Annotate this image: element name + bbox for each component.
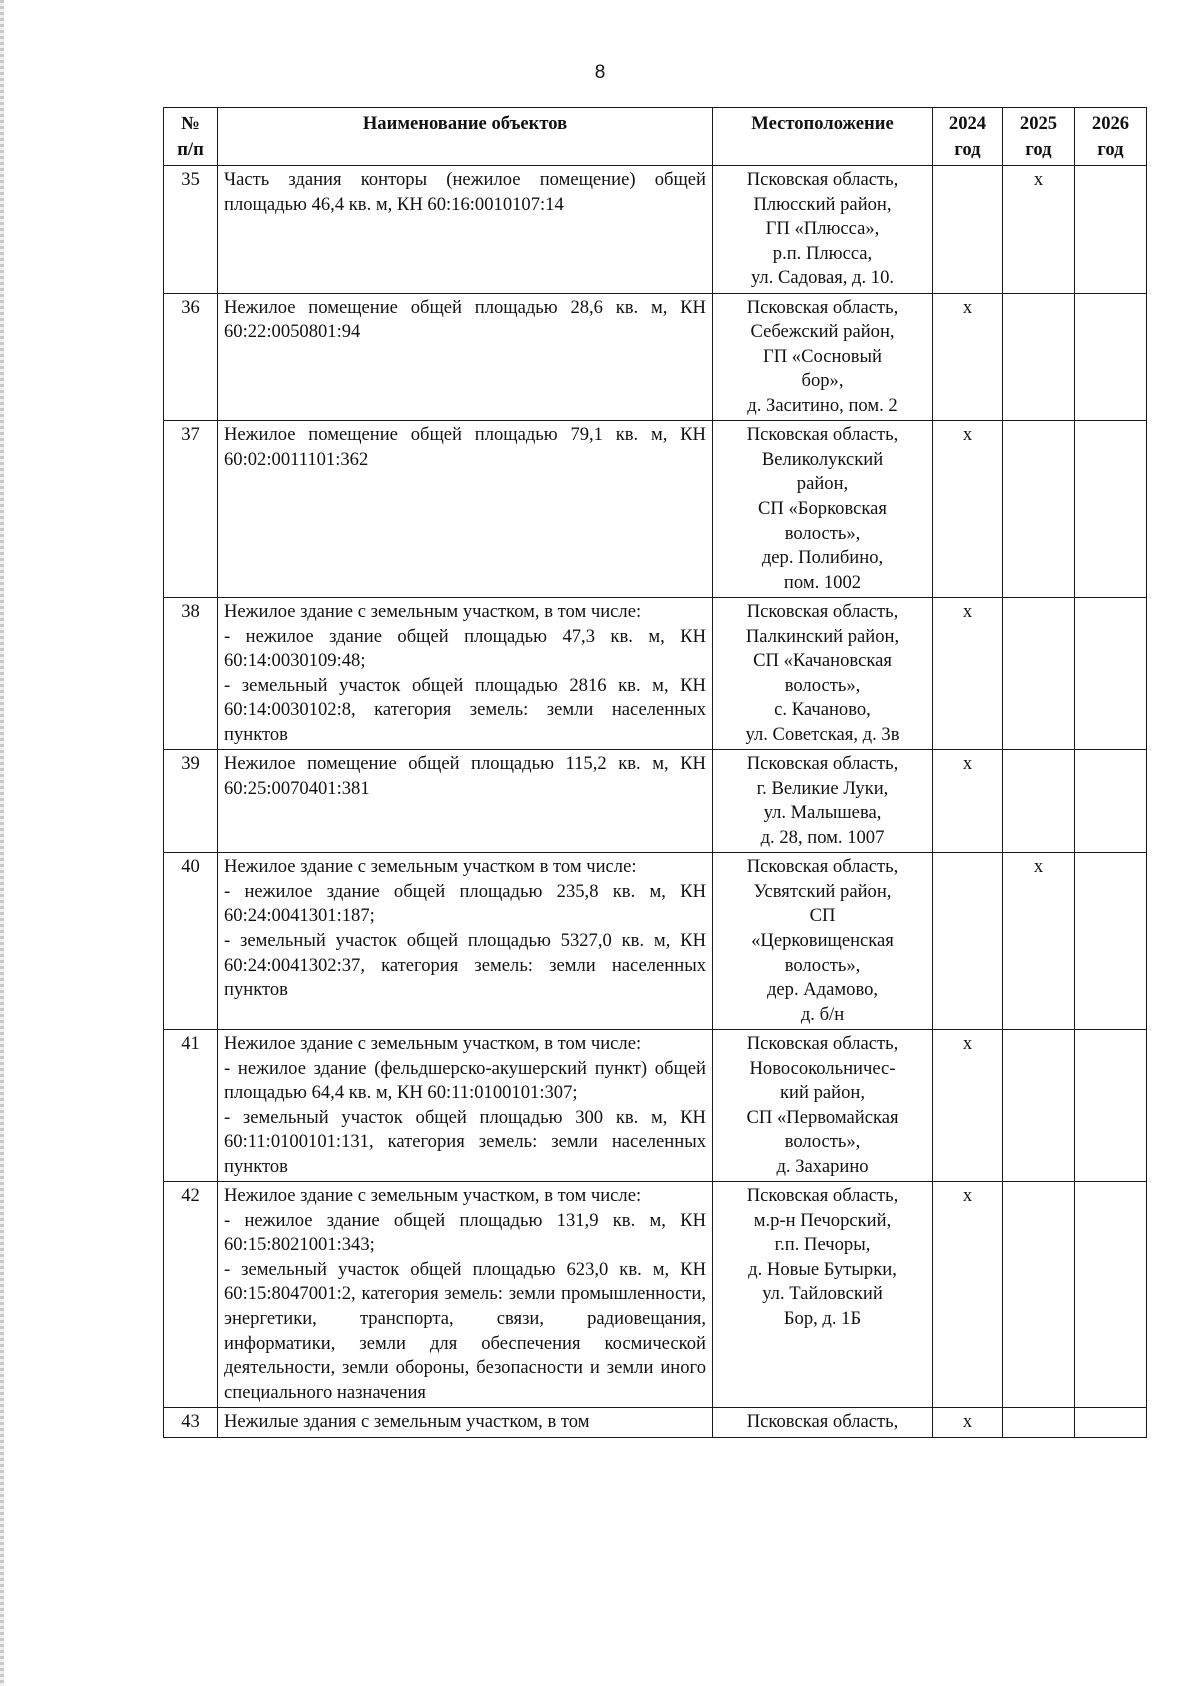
row-number: 41 <box>164 1030 218 1182</box>
mark-2024: х <box>933 1182 1003 1408</box>
location-line: район, <box>796 473 849 495</box>
header-number: № п/п <box>164 108 218 166</box>
location-line: г.п. Печоры, <box>774 1234 871 1256</box>
location-line: Палкинский район, <box>745 625 900 647</box>
table-row <box>164 750 1147 853</box>
location-line: Псковская область, <box>746 424 899 446</box>
mark-2026 <box>1075 598 1147 750</box>
location-line: «Церковищенская <box>751 930 894 951</box>
row-number: 37 <box>164 421 218 598</box>
location-line: ГП «Сосновый <box>762 345 882 367</box>
mark-2024 <box>933 166 1003 294</box>
location-line: волость», <box>784 674 861 696</box>
scan-edge <box>0 0 4 1686</box>
object-name-line: - земельный участок общей площадью 623,0 кв. м, КН 60:15:8047001:2, категория земель: земли промышленности, энергетики, транспорта, связи, радиовещания, информатики, земли для обеспечения космической деятельности, земли обороны, безопасности и земли иного специального назначения <box>224 1258 706 1403</box>
location-line: ул. Малышева, <box>763 802 882 824</box>
location-line: м.р-н Печорский, <box>753 1209 892 1231</box>
location-line: ул. Садовая, д. 10. <box>750 267 895 289</box>
object-name <box>218 293 713 421</box>
mark-2024 <box>933 853 1003 1030</box>
mark-2026 <box>1075 1030 1147 1182</box>
object-location <box>713 598 933 750</box>
mark-2026 <box>1075 1182 1147 1408</box>
location-line: дер. Полибино, <box>761 547 884 569</box>
table-row <box>164 421 1147 598</box>
object-name-line: - земельный участок общей площадью 2816 кв. м, КН 60:14:0030102:8, категория земель: земли населенных пунктов <box>224 674 706 745</box>
location-line: Новосокольничес- <box>749 1057 896 1079</box>
object-name-line: - нежилое здание общей площадью 131,9 кв. м, КН 60:15:8021001:343; <box>224 1209 706 1256</box>
object-location <box>713 166 933 294</box>
object-name-line: - земельный участок общей площадью 5327,0 кв. м, КН 60:24:0041302:37, категория земель: земли населенных пунктов <box>224 930 706 1001</box>
location-line: СП «Первомайская <box>746 1106 899 1128</box>
object-location <box>713 750 933 853</box>
object-name <box>218 853 713 1030</box>
mark-2026 <box>1075 750 1147 853</box>
object-name-line: Нежилые здания с земельным участком, в том <box>224 1411 590 1433</box>
row-number: 36 <box>164 293 218 421</box>
location-line: Псковская область, <box>746 296 899 318</box>
object-name-line: Нежилое здание с земельным участком, в том числе: <box>224 601 642 623</box>
location-line: Великолукский <box>761 448 884 470</box>
header-name: Наименование объектов <box>218 108 713 166</box>
object-name-line: Нежилое здание с земельным участком, в том числе: <box>224 1033 642 1055</box>
row-number: 43 <box>164 1408 218 1438</box>
header-2025: 2025 год <box>1003 108 1075 166</box>
mark-2024: х <box>933 750 1003 853</box>
location-line: г. Великие Луки, <box>756 777 889 799</box>
location-line: ул. Советская, д. 3в <box>745 723 900 745</box>
location-line: Псковская область, <box>746 601 899 623</box>
table-row <box>164 166 1147 294</box>
mark-2025: х <box>1003 166 1075 294</box>
object-name-line: - нежилое здание общей площадью 235,8 кв. м, КН 60:24:0041301:187; <box>224 880 706 927</box>
table-row <box>164 1182 1147 1408</box>
table-row <box>164 853 1147 1030</box>
object-name <box>218 166 713 294</box>
object-location <box>713 853 933 1030</box>
location-line: д. Заситино, пом. 2 <box>747 394 898 416</box>
mark-2025 <box>1003 1030 1075 1182</box>
mark-2026 <box>1075 1408 1147 1438</box>
table-row <box>164 1030 1147 1182</box>
object-name <box>218 598 713 750</box>
object-location <box>713 1182 933 1408</box>
object-name-line: - нежилое здание общей площадью 47,3 кв. м, КН 60:14:0030109:48; <box>224 625 706 672</box>
mark-2026 <box>1075 853 1147 1030</box>
object-name-line: Нежилое помещение общей площадью 79,1 кв. м, КН 60:02:0011101:362 <box>224 424 706 470</box>
location-line: СП «Борковская <box>758 497 887 519</box>
location-line: СП «Качановская <box>753 650 892 672</box>
object-name-line: Нежилое здание с земельным участком в том числе: <box>224 856 637 878</box>
header-2026: 2026 год <box>1075 108 1147 166</box>
table-header-row <box>164 108 1147 166</box>
table-row <box>164 1408 1147 1438</box>
location-line: Псковская область, <box>746 856 899 878</box>
location-line: волость», <box>784 1131 861 1153</box>
object-location <box>713 1030 933 1182</box>
location-line: Псковская область, <box>746 1411 899 1433</box>
object-name <box>218 1182 713 1408</box>
object-name <box>218 750 713 853</box>
mark-2024: х <box>933 1408 1003 1438</box>
mark-2026 <box>1075 293 1147 421</box>
location-line: Псковская область, <box>746 1033 899 1055</box>
page-number: 8 <box>594 62 606 83</box>
location-line: д. Новые Бутырки, <box>748 1258 897 1280</box>
row-number: 38 <box>164 598 218 750</box>
object-location <box>713 421 933 598</box>
mark-2024: х <box>933 1030 1003 1182</box>
location-line: бор», <box>801 370 844 392</box>
location-line: ГП «Плюсса», <box>765 218 880 240</box>
location-line: д. 28, пом. 1007 <box>760 826 885 848</box>
object-location <box>713 1408 933 1438</box>
object-name-line: - нежилое здание (фельдшерско-акушерский пункт) общей площадью 64,4 кв. м, КН 60:11:0100101:307; <box>224 1057 706 1104</box>
table-row <box>164 293 1147 421</box>
table-row <box>164 598 1147 750</box>
location-line: Псковская область, <box>746 1185 899 1207</box>
row-number: 42 <box>164 1182 218 1408</box>
location-line: волость», <box>784 954 861 976</box>
row-number: 39 <box>164 750 218 853</box>
location-line: р.п. Плюсса, <box>772 242 873 264</box>
object-name-line: Нежилое здание с земельным участком, в том числе: <box>224 1185 642 1207</box>
mark-2025 <box>1003 1408 1075 1438</box>
object-name-line: - земельный участок общей площадью 300 кв. м, КН 60:11:0100101:131, категория земель: земли населенных пунктов <box>224 1106 706 1177</box>
row-number: 40 <box>164 853 218 1030</box>
location-line: ул. Тайловский <box>762 1283 883 1305</box>
header-location: Местоположение <box>713 108 933 166</box>
location-line: кий район, <box>780 1082 865 1104</box>
location-line: пом. 1002 <box>783 571 862 593</box>
location-line: Бор, д. 1Б <box>783 1307 862 1329</box>
location-line: Усвятский район, <box>753 880 892 902</box>
mark-2026 <box>1075 421 1147 598</box>
location-line: СП <box>809 905 836 927</box>
mark-2025 <box>1003 1182 1075 1408</box>
object-name-line: Нежилое помещение общей площадью 115,2 кв. м, КН 60:25:0070401:381 <box>224 753 706 799</box>
location-line: волость», <box>784 522 861 544</box>
mark-2024: х <box>933 421 1003 598</box>
mark-2025 <box>1003 750 1075 853</box>
mark-2025: х <box>1003 853 1075 1030</box>
mark-2026 <box>1075 166 1147 294</box>
mark-2024: х <box>933 293 1003 421</box>
object-location <box>713 293 933 421</box>
object-name <box>218 1408 713 1438</box>
mark-2024: х <box>933 598 1003 750</box>
header-2024: 2024 год <box>933 108 1003 166</box>
location-line: д. Захарино <box>776 1155 869 1177</box>
mark-2025 <box>1003 293 1075 421</box>
object-name-line: Часть здания конторы (нежилое помещение) общей площадью 46,4 кв. м, КН 60:16:0010107:14 <box>224 169 706 215</box>
location-line: дер. Адамово, <box>766 979 879 1001</box>
location-line: Плюсский район, <box>753 193 892 215</box>
mark-2025 <box>1003 598 1075 750</box>
objects-table <box>163 107 1147 1438</box>
object-name <box>218 421 713 598</box>
object-name <box>218 1030 713 1182</box>
location-line: с. Качаново, <box>774 699 871 721</box>
row-number: 35 <box>164 166 218 294</box>
location-line: д. б/н <box>800 1003 845 1025</box>
location-line: Псковская область, <box>746 169 899 191</box>
object-name-line: Нежилое помещение общей площадью 28,6 кв. м, КН 60:22:0050801:94 <box>224 296 706 343</box>
location-line: Псковская область, <box>746 753 899 775</box>
location-line: Себежский район, <box>750 321 895 343</box>
mark-2025 <box>1003 421 1075 598</box>
